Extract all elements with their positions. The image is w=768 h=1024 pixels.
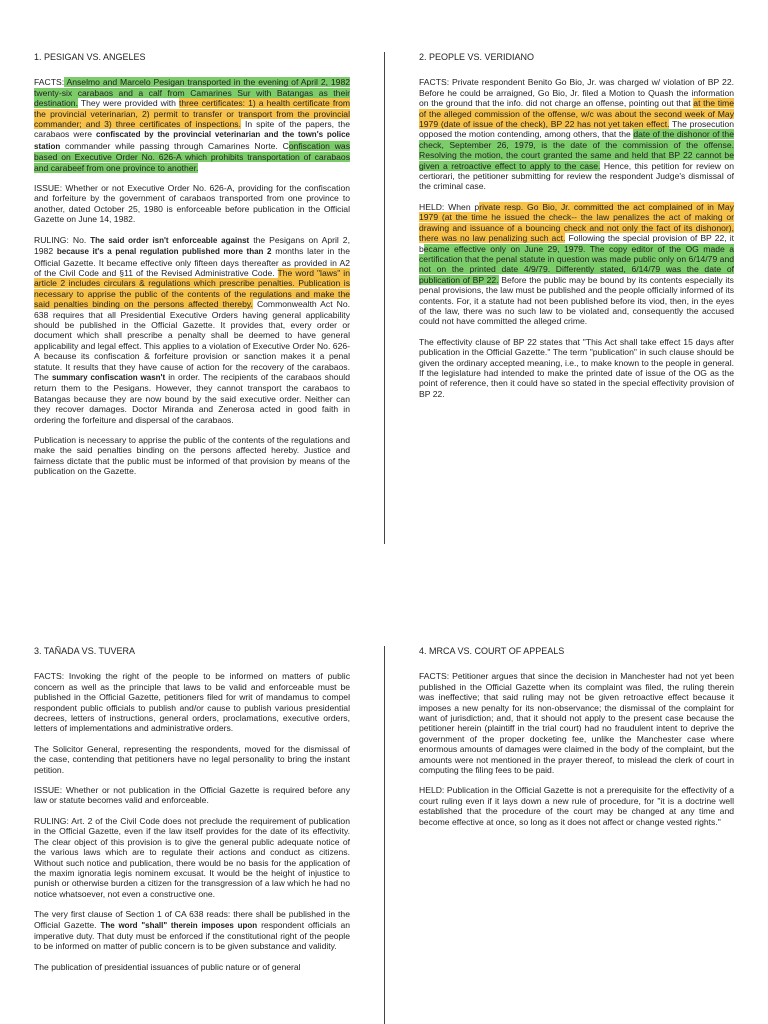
case-1-section xyxy=(34,52,350,487)
case-4-section xyxy=(419,646,734,837)
case-3-section xyxy=(34,646,350,982)
text-segment: respondent officials an imperative duty. That duty must be enforced if the constitutional right of the people to be informed on matter of public concern is to be given substance and validity. xyxy=(34,919,351,952)
column-divider-bottom xyxy=(384,646,385,1024)
condensed-text: The word "shall" therein imposes upon xyxy=(100,920,258,930)
case-2-section xyxy=(419,52,734,409)
case-3-solgen: The Solicitor General, representing the respondents, moved for the dismissal of the case, contending that petitioners have no legal personality to bring the instant petition. xyxy=(34,743,350,775)
condensed-text: confiscated by the provincial veterinarian and the town's police station xyxy=(34,130,350,151)
text-segment: Before the public may be bound by its contents especially its penal provisions, the law must be published and the people officially informed of its contents. For, it a statute had not been published before its viod, then, in the eyes of the law, there was no such law to be violated and, consequently the accused could not have committed the alleged crime. xyxy=(419,274,734,327)
case-2-facts xyxy=(419,77,734,191)
text-segment: Hence, this petition for review on certiorari, the petitioner submitting for review the respondent Judge's dismissal of the criminal case. xyxy=(419,160,734,192)
condensed-text: The said order isn't enforceable against xyxy=(90,235,250,245)
case-2-held xyxy=(419,202,734,327)
text-segment: Following the special provision of BP 22, it b xyxy=(419,233,734,254)
text-segment: months later in the Official Gazette. It became effective only fifteen days thereafter as provided in A2 of the Civil Code and §11 of the Revised Administrative Code. xyxy=(34,246,350,278)
case-3-issue: ISSUE: Whether or not publication in the Official Gazette is required before any law or statute becomes valid and enforceable. xyxy=(34,785,350,806)
case-3-title: 3. TAÑADA VS. TUVERA xyxy=(34,646,136,656)
condensed-text: summary confiscation wasn't xyxy=(51,372,166,382)
text-segment: The prosecution opposed the motion contending, among others, that the xyxy=(419,119,734,140)
case-2-effectivity: The effectivity clause of BP 22 states that "This Act shall take effect 15 days after publication in the Official Gazette." The term "publication" in such clause should be given the ordinary accepted meaning, i.e., to make known to the people in general. If the legislature had intended to make the printed date of issue of the OG as the point of reference, then it could have so stated in the special effectivity provision of BP 22. xyxy=(419,336,734,399)
case-3-facts: FACTS: Invoking the right of the people to be informed on matters of public concern as well as the principle that laws to be valid and enforceable must be published in the Official Gazette, petitioners filed for writ of mandamus to compel respondent public officials to publish and/or cause to publish various presidential decrees, letters of instructions, general orders, proclamations, executive orders, letters of implementations and administrative orders. xyxy=(34,671,350,734)
case-1-ruling xyxy=(34,235,350,425)
text-segment: Commonwealth Act No. 638 requires that all Presidential Executive Orders having general applicability should be published in the Official Gazette. It provides that, every order or document which shall prescribe a penalty shall be deemed to have general applicability and legal effect. This applies to a violation of Executive Order No. 626-A because its confiscation & forfeiture provision or sanction makes it a penal statute. It results that they have cause of action for the recovery of the carabaos. The xyxy=(34,299,350,382)
highlighted-text: rivate resp. Go Bio, Jr. committed the act complained of in May 1979 (at the time he issued the check-- the law penalizes the act of making or drawing and issuance of a bouncing check and not only the fact of its dishonor), there was no law penalizing such act. xyxy=(419,201,734,244)
case-4-facts: FACTS: Petitioner argues that since the decision in Manchester had not yet been published in the Official Gazette when its complaint was filed, the ruling therein was ineffective; that said ruling may not be given retroactive effect because it imposes a new penalty for its non-observance; the dismissal of the complaint for want of jurisdiction; and, that it should not apply to the present case because the petitioner herein (plaintiff in the trial court) had no fraudulent intent to deprive the government of the proper docketing fee, unlike the Manchester case where enormous amounts of damages were claimed in the body of the complaint, but the amounts were not mentioned in the prayer thereof, to mislead the clerk of court in computing the filing fees to be paid. xyxy=(419,671,734,776)
text-segment: The very first clause of Section 1 of CA 638 reads: there shall be published in the Official Gazette. xyxy=(34,909,350,930)
highlighted-text: Anselmo and Marcelo Pesigan transported in the evening of April 2, 1982 twenty-six carabaos and a calf from Camarines Sur with Batangas as their destination. xyxy=(34,77,350,109)
highlighted-text: at the time of the alleged commission of the offense, w/c was about the second week of May 1979 (date of issue of the check), BP 22 has not yet taken effect. xyxy=(419,98,734,130)
case-1-closing: Publication is necessary to apprise the public of the contents of the regulations and make the said penalties binding on the persons affected hereby. Justice and fairness dictate that the public must be informed of that provision by means of the publication on the Gazette. xyxy=(34,435,350,477)
highlighted-text: three certificates: 1) a health certificate from the provincial veterinarian, 2) permit to transfer or transport from the provincial commander; and 3) three certificates of inspections. xyxy=(34,98,351,130)
text-segment: in order. The recipients of the carabaos should return them to the Pesigans. However, they cannot transport the carabaos to Batangas because they are now bound by the said executive order. Neither can they recover damages. Doctor Miranda and Zenerosa acted in good faith in ordering the forfeiture and dispersal of the carabaos. xyxy=(34,371,350,425)
case-3-ruling: RULING: Art. 2 of the Civil Code does not preclude the requirement of publication in the Official Gazette, even if the law itself provides for the date of its effectivity. The clear object of this provision is to give the general public adequate notice of the various laws which are to regulate their actions and conduct as citizens. Without such notice and publication, there would be no basis for the application of the maxim ignoratia legis nominem excusat. It would be the height of injustice to punish or otherwise burden a citizen for the transgression of a law which he had no notice whatsoever, not even a constructive one. xyxy=(34,815,350,899)
text-segment: HELD: When p xyxy=(419,201,480,212)
text-segment: FACTS: Private respondent Benito Go Bio, Jr. was charged w/ violation of BP 22. Before he could be arraigned, Go Bio, Jr. filed a Motion to Quash the information on the ground that the info. did not charge an offense, pointing out that xyxy=(419,77,734,109)
case-4-held: HELD: Publication in the Official Gazette is not a prerequisite for the effectivity of a court ruling even if it lays down a new rule of procedure, for "it is a doctrine well established that the procedure of the court may be changed at any time and become effective at once, so long as it does not affect or change vested rights." xyxy=(419,785,734,827)
highlighted-text: The word "laws" in article 2 includes circulars & regulations which prescribe penalties. Publication is necessary to apprise the public of the contents of the regulations and make the said penalties binding on the persons affected thereby. xyxy=(34,267,350,310)
text-segment: RULING: No. xyxy=(34,234,91,245)
text-segment: commander while passing through Camarines Norte. C xyxy=(60,140,289,151)
case-1-issue: ISSUE: Whether or not Executive Order No. 626-A, providing for the confiscation and forfeiture by the government of carabaos transported from one province to another, dated October 25, 1980 is enforceable before publication in the Official Gazette on June 14, 1982. xyxy=(34,183,350,225)
highlighted-text: ecame effective only on June 29, 1979. The copy editor of the OG made a certification that the penal statute in question was made public only on 6/14/79 and not on the printed date 4/9/79. Differently stated, 6/14/79 was the date of publication of BP 22. xyxy=(419,243,734,285)
case-1-title: 1. PESIGAN VS. ANGELES xyxy=(34,52,146,62)
text-segment: FACTS: xyxy=(34,77,65,88)
text-segment: the Pesigans on April 2, 1982 xyxy=(34,234,350,257)
case-1-facts xyxy=(34,77,350,173)
text-segment: In spite of the papers, the carabaos were xyxy=(34,119,350,140)
case-2-title: 2. PEOPLE VS. VERIDIANO xyxy=(419,52,535,62)
highlighted-text: date of the dishonor of the check, September 26, 1979, is the date of the commission of the offense. Resolving the motion, the court granted the same and held that BP 22 cannot be given a retroactive effect to apply to the case. xyxy=(419,129,734,171)
case-4-title: 4. MRCA VS. COURT OF APPEALS xyxy=(419,646,565,656)
column-divider-top xyxy=(384,52,385,544)
case-3-last: The publication of presidential issuances of public nature or of general xyxy=(34,961,301,972)
case-3-clause xyxy=(34,909,350,952)
text-segment: They were provided with xyxy=(77,98,179,109)
condensed-text: because it's a penal regulation published more than 2 xyxy=(56,247,272,257)
highlighted-text: onfiscation was based on Executive Order No. 626-A which prohibits transportation of carabaos and carabeef from one province to another. xyxy=(34,140,350,173)
